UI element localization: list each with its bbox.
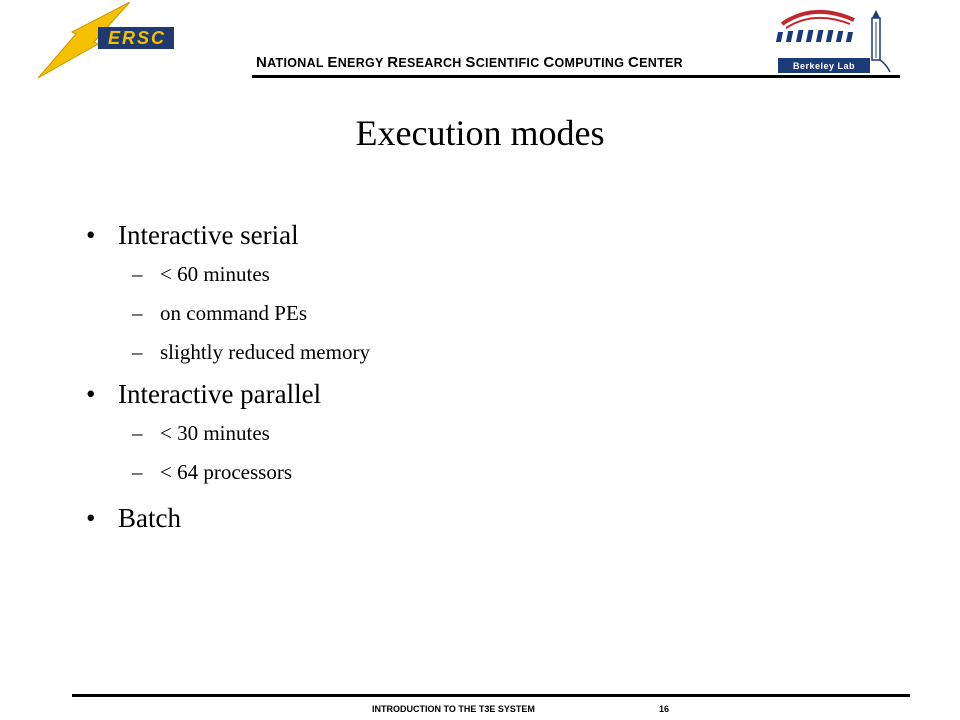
org-name-word [256, 56, 324, 70]
org-name-word [465, 56, 539, 70]
sub-bullet-text: < 30 minutes [160, 421, 270, 445]
sub-bullet-marker: – [132, 301, 143, 325]
bullet-marker: • [86, 220, 96, 250]
org-name-rest: NERGY [337, 56, 384, 70]
org-name-rest: ATIONAL [267, 56, 324, 70]
sub-bullet-text: on command PEs [160, 301, 307, 325]
org-name-initial: C [543, 54, 555, 71]
org-name-word [327, 56, 383, 70]
org-name-initial: E [327, 54, 338, 71]
header-divider [252, 75, 900, 78]
sub-bullet-marker: – [132, 421, 143, 445]
nersc-logo-text: ERSC [108, 28, 167, 48]
nersc-logo [38, 2, 188, 82]
org-name-initial: C [628, 54, 640, 71]
org-name-initial: N [256, 54, 268, 71]
org-name-word [543, 56, 624, 70]
slide-title: Execution modes [355, 113, 605, 153]
org-name-rest: OMPUTING [554, 56, 625, 70]
org-name-word [387, 56, 461, 70]
sub-bullet-marker: – [132, 460, 143, 484]
bullet-text: Batch [118, 503, 181, 533]
org-name-rest: ENTER [639, 56, 684, 70]
bullet-marker: • [86, 503, 96, 533]
sub-bullet-marker: – [132, 262, 143, 286]
sub-bullet-text: slightly reduced memory [160, 340, 370, 364]
org-name-initial: S [465, 54, 476, 71]
bullet-text: Interactive parallel [118, 379, 322, 409]
berkeley-logo-text: Berkeley Lab [792, 61, 856, 71]
bullet-text: Interactive serial [118, 220, 299, 250]
sub-bullet-text: < 64 processors [160, 460, 292, 484]
org-name-rest: CIENTIFIC [475, 56, 540, 70]
bullet-marker: • [86, 379, 96, 409]
org-name-rest: ESEARCH [398, 56, 462, 70]
org-name-word [628, 56, 683, 70]
footer-title: INTRODUCTION TO THE T3E SYSTEM [372, 704, 535, 714]
page-number: 16 [659, 704, 670, 714]
berkeley-lab-logo [772, 4, 902, 78]
organization-name [256, 54, 683, 71]
org-name-initial: R [387, 54, 399, 71]
sub-bullet-marker: – [132, 340, 143, 364]
footer-divider [72, 694, 910, 697]
sub-bullet-text: < 60 minutes [160, 262, 270, 286]
